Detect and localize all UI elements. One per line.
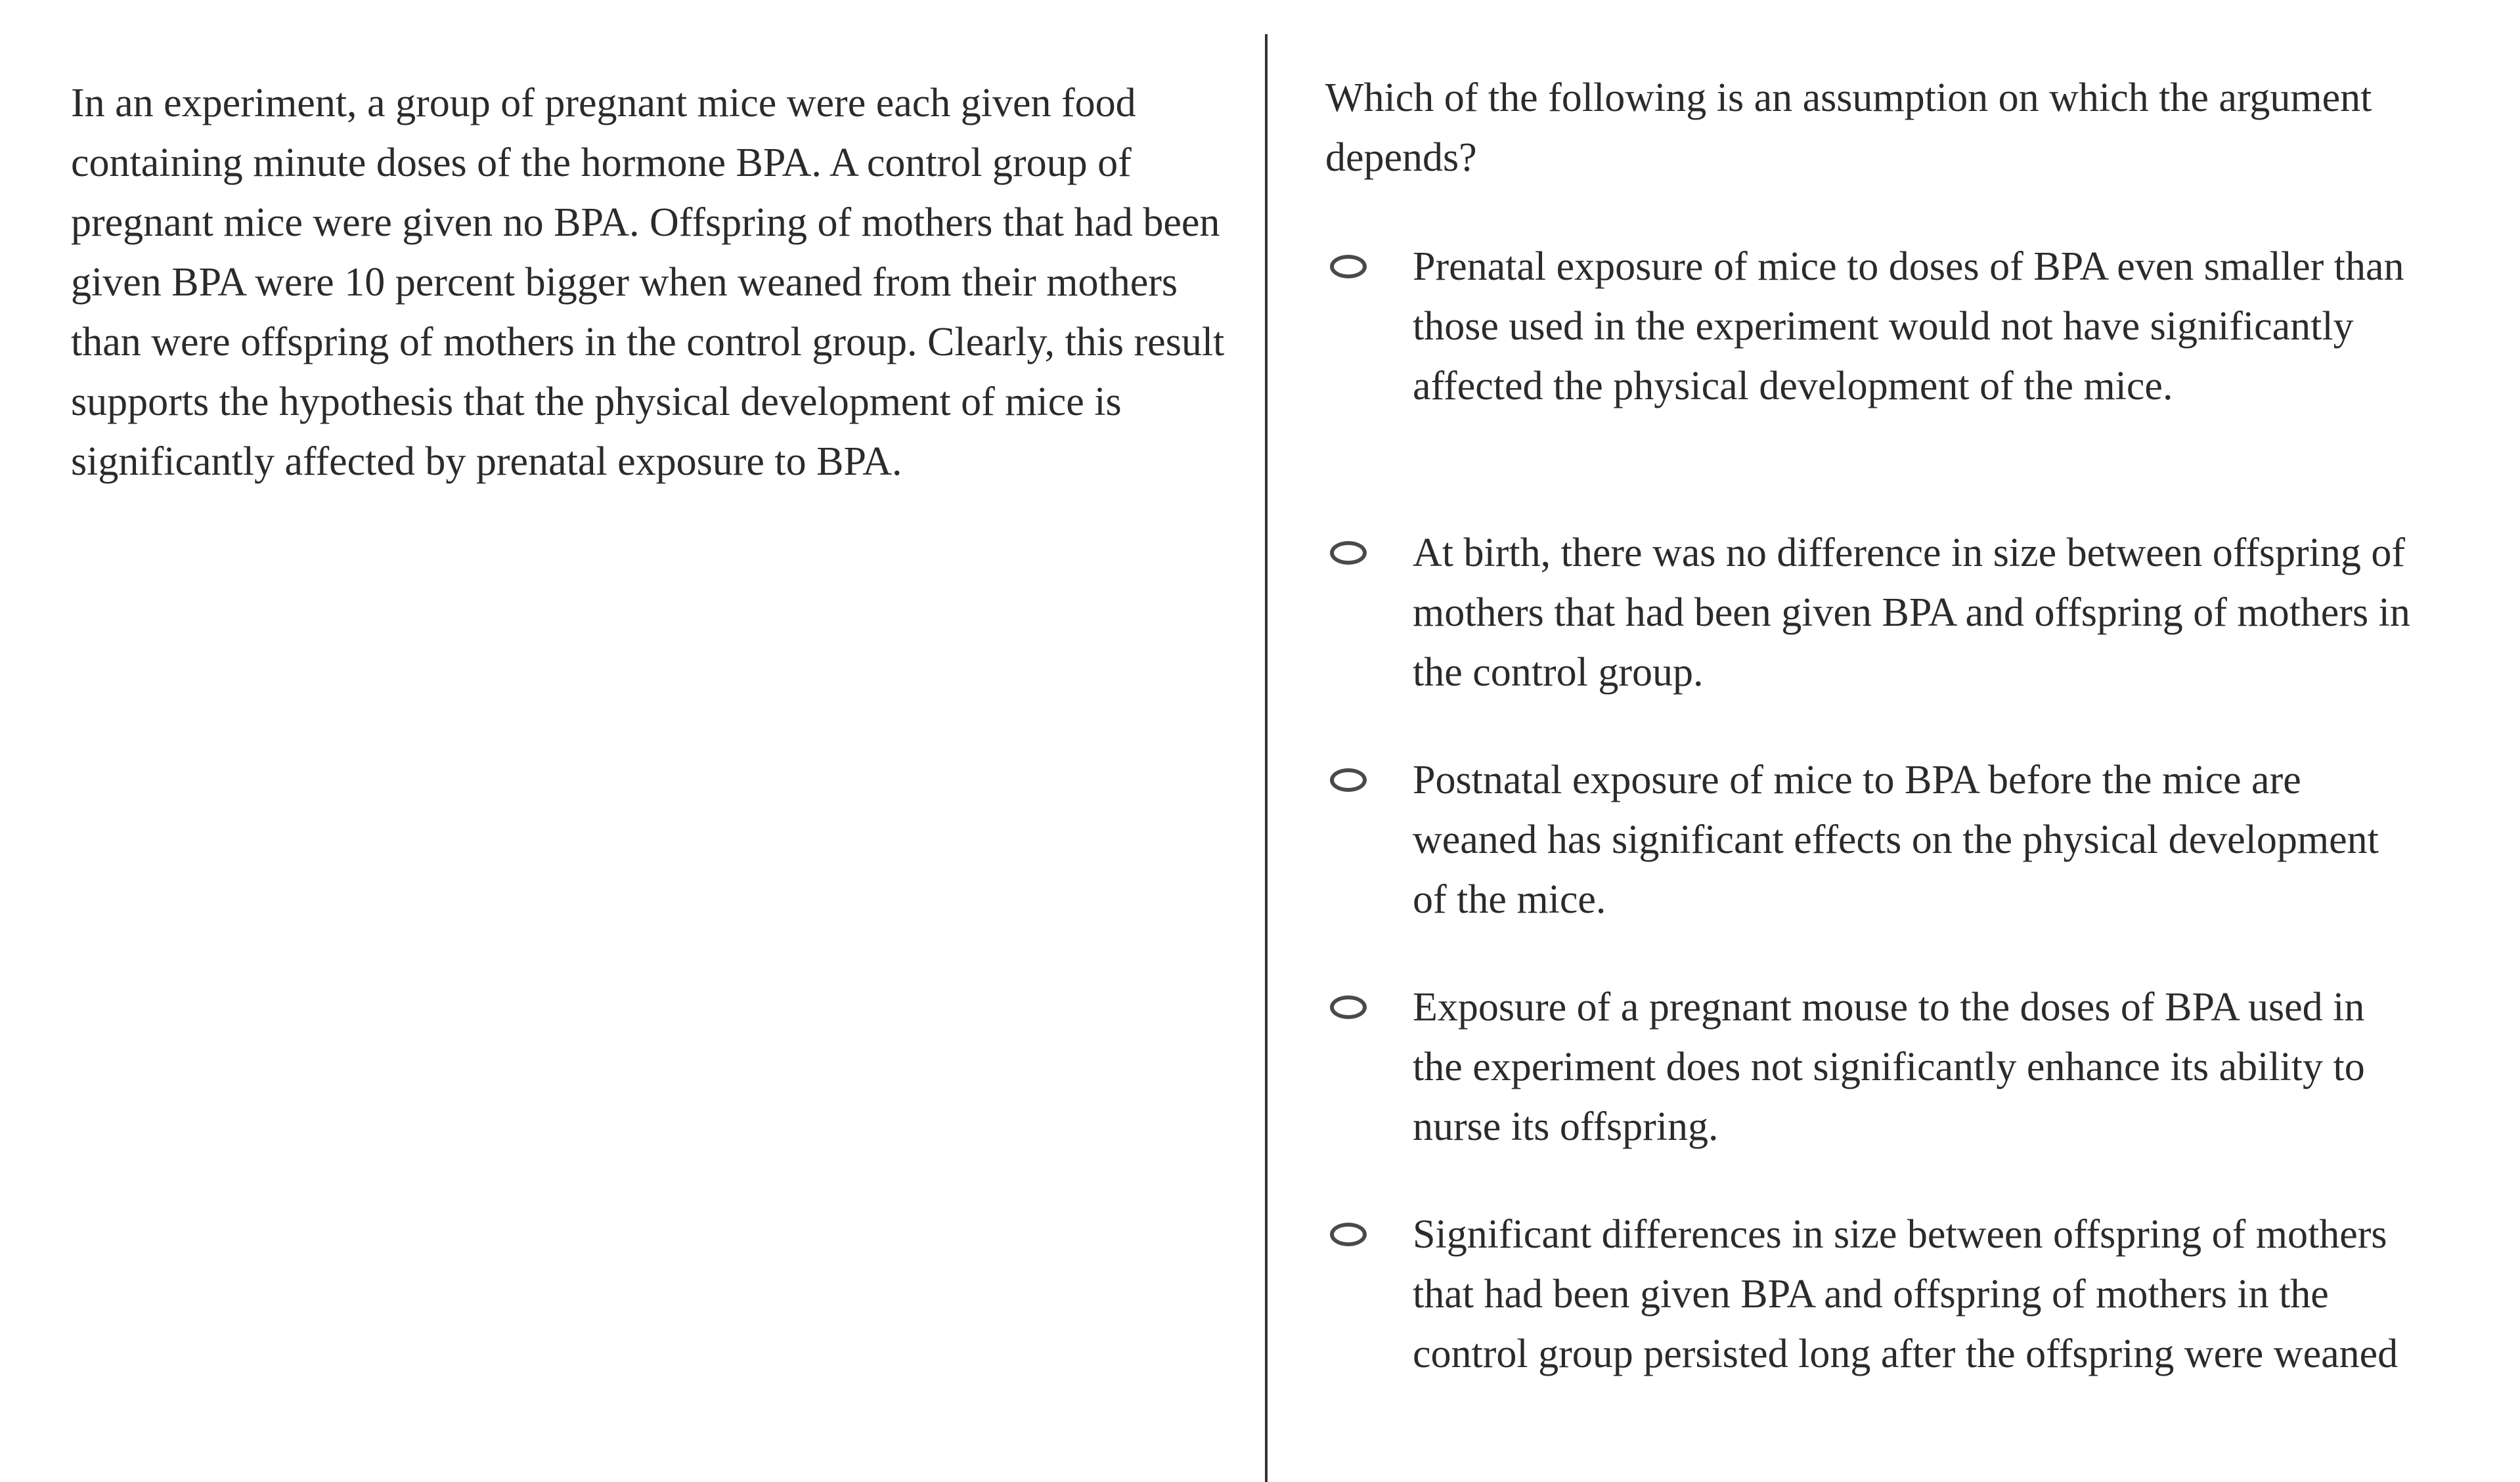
answer-option-a-label: Prenatal exposure of mice to doses of BPA even smaller than those used in the experiment would not have significantly affected the physical development of the mice. xyxy=(1413,244,2404,408)
answer-option-b-label: At birth, there was no difference in size between offspring of mothers that had been given BPA and offspring of mothers in the control group. xyxy=(1413,531,2410,695)
radio-button-d[interactable] xyxy=(1330,995,1367,1019)
radio-button-e[interactable] xyxy=(1330,1223,1367,1246)
answer-option-a[interactable] xyxy=(1330,237,2460,416)
radio-button-a[interactable] xyxy=(1330,255,1367,278)
passage-text: In an experiment, a group of pregnant mice were each given food containing minute doses of the hormone BPA. A control group of pregnant mice were given no BPA. Offspring of mothers that had been given BPA were 10 percent bigger when weaned from their mothers than were offspring of mothers in the control group. Clearly, this result supports the hypothesis that the physical development of mice is significantly affected by prenatal exposure to BPA. xyxy=(71,81,1225,484)
radio-button-c[interactable] xyxy=(1330,768,1367,792)
radio-button-b[interactable] xyxy=(1330,541,1367,565)
answer-option-b[interactable] xyxy=(1330,523,2460,703)
answer-option-c-label: Postnatal exposure of mice to BPA before the mice are weaned has significant effects on the physical development of the mice. xyxy=(1413,758,2379,922)
answer-option-d[interactable] xyxy=(1330,978,2460,1157)
answer-option-e-label: Significant differences in size between offspring of mothers that had been given BPA and offspring of mothers in the control group persisted long after the offspring were weaned xyxy=(1413,1212,2398,1376)
answer-option-c[interactable] xyxy=(1330,751,2460,930)
answer-option-e[interactable] xyxy=(1330,1205,2460,1384)
answer-option-d-label: Exposure of a pregnant mouse to the doses of BPA used in the experiment does not significantly enhance its ability to nurse its offspring. xyxy=(1413,985,2365,1149)
question-stem: Which of the following is an assumption on which the argument depends? xyxy=(1325,76,2372,180)
pane-divider xyxy=(1265,34,1268,1482)
